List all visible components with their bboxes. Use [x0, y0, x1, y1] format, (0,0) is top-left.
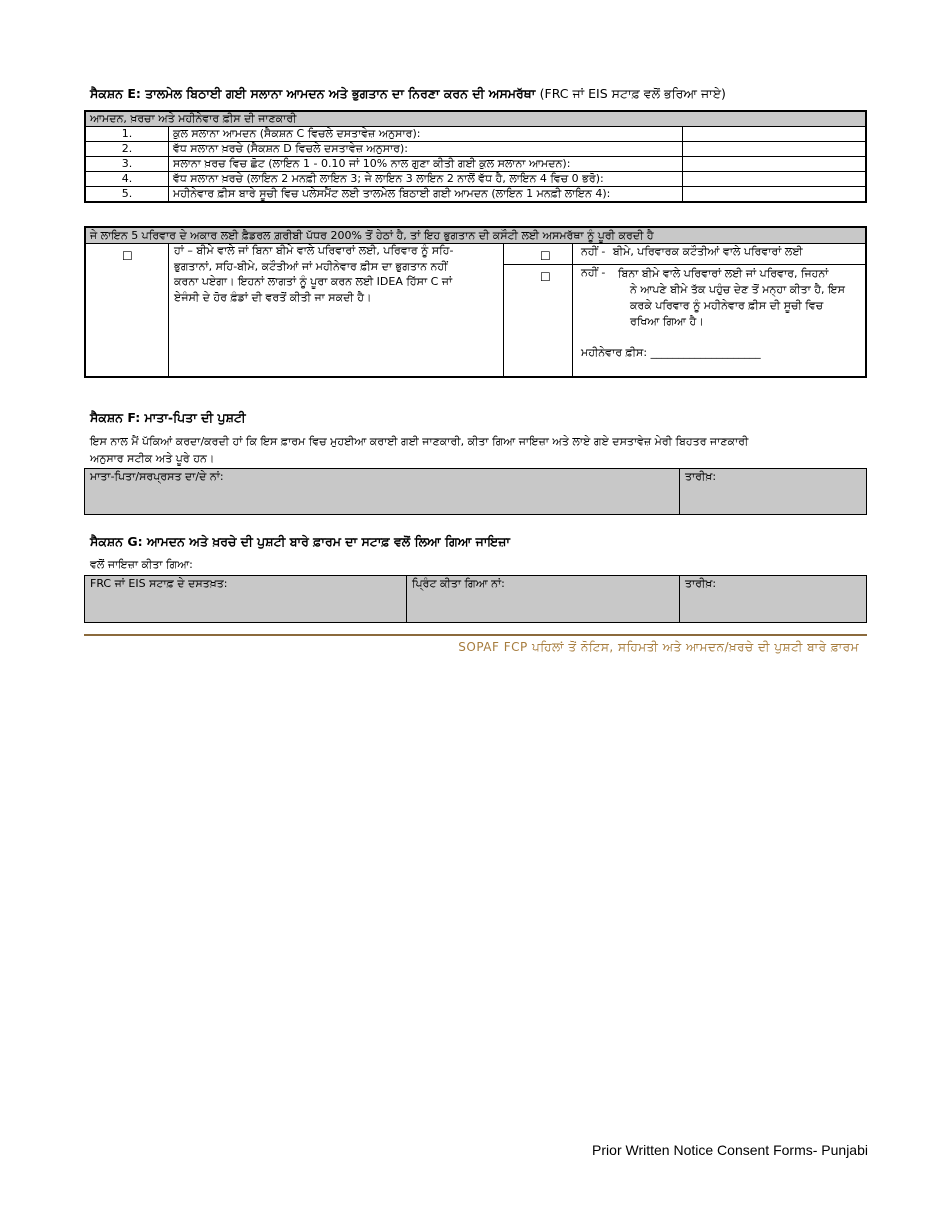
parent-name-label: ਮਾਤਾ-ਪਿਤਾ/ਸਰਪ੍ਰਸਤ ਦਾ/ਦੇ ਨਾਂ: — [90, 470, 224, 483]
income-table-header: ਆਮਦਨ, ਖ਼ਰਚਾ ਅਤੇ ਮਹੀਨੇਵਾਰ ਫ਼ੀਸ ਦੀ ਜਾਣਕਾਰੀ — [85, 111, 866, 127]
no-line: ਬਿਨਾ ਬੀਮੇ ਵਾਲੇ ਪਰਿਵਾਰਾਂ ਲਈ ਜਾਂ ਪਰਿਵਾਰ, ਜਿਹਨਾਂ — [618, 267, 829, 280]
no-line: ਰਖਿਆ ਗਿਆ ਹੈ। — [630, 315, 704, 328]
parent-date-label: ਤਾਰੀਖ਼: — [685, 470, 717, 483]
payment-ability-header — [86, 228, 865, 244]
yes-line: ਏਜੰਸੀ ਦੇ ਹੋਰ ਫ਼ੰਡਾਂ ਦੀ ਵਰਤੋਂ ਕੀਤੀ ਜਾ ਸਕਦੀ ਹੈ। — [174, 290, 372, 304]
section-e-title: ਸੈਕਸ਼ਨ E: ਤਾਲਮੇਲ ਬਿਠਾਈ ਗਈ ਸਲਾਨਾ ਆਮਦਨ ਅਤੇ ਭੁਗਤਾਨ ਦਾ ਨਿਰਣਾ ਕਰਨ ਦੀ ਅਸਮਰੱਥਾ — [90, 86, 536, 101]
staff-signature-label: FRC ਜਾਂ EIS ਸਟਾਫ਼ ਦੇ ਦਸਤਖ਼ਤ: — [90, 577, 228, 590]
monthly-fee-field[interactable]: ਮਹੀਨੇਵਾਰ ਫ਼ੀਸ: ____________________ — [581, 346, 761, 359]
row-value-field[interactable] — [683, 127, 867, 142]
staff-signature-field[interactable] — [85, 576, 407, 622]
row-number: 3. — [85, 157, 169, 172]
table-row — [85, 172, 866, 187]
section-f-title: ਸੈਕਸ਼ਨ F: ਮਾਤਾ-ਪਿਤਾ ਦੀ ਪੁਸ਼ਟੀ — [90, 410, 246, 425]
staff-date-label: ਤਾਰੀਖ਼: — [685, 577, 717, 590]
table-row — [85, 187, 866, 203]
divider — [503, 264, 865, 265]
no-line: ਨੇ ਆਪਣੇ ਬੀਮੇ ਤੱਕ ਪਹੁੰਚ ਦੇਣ ਤੋਂ ਮਨ੍ਹਾ ਕੀਤਾ ਹੈ, ਇਸ — [630, 283, 845, 296]
no-insured-text: ਬੀਮੇ, ਪਰਿਵਾਰਕ ਕਟੌਤੀਆਂ ਵਾਲੇ ਪਰਿਵਾਰਾਂ ਲਈ — [612, 245, 803, 258]
yes-line: ਹਾਂ – ਬੀਮੇ ਵਾਲੇ ਜਾਂ ਬਿਨਾ ਬੀਮੇ ਵਾਲੇ ਪਰਿਵਾਰਾਂ ਲਈ, ਪਰਿਵਾਰ ਨੂੰ ਸਹਿ- — [174, 244, 454, 257]
divider — [572, 243, 573, 376]
divider — [503, 243, 504, 376]
row-value-field[interactable] — [683, 187, 867, 203]
no-uninsured-text — [618, 266, 868, 330]
parent-date-field[interactable] — [680, 469, 866, 514]
yes-option-text — [174, 243, 499, 305]
table-row — [85, 127, 866, 142]
reviewed-by-label: ਵਲੋਂ ਜਾਇਜ਼ਾ ਕੀਤਾ ਗਿਆ: — [90, 558, 193, 571]
row-number: 1. — [85, 127, 169, 142]
divider — [168, 243, 169, 376]
no-uninsured-label: ਨਹੀਂ - — [581, 266, 606, 279]
payment-ability-header-text: ਜੇ ਲਾਇਨ 5 ਪਰਿਵਾਰ ਦੇ ਅਕਾਰ ਲਈ ਫ਼ੈਡਰਲ ਗ਼ਰੀਬੀ ਪੱਧਰ 200% ਤੋਂ ਹੇਠਾਂ ਹੈ, ਤਾਂ ਇਹ ਭੁਗਤਾਨ ਦੀ ਕਸੌਟੀ ਲਈ ਅਸਮਰੱਥਾ ਨੂੰ ਪੂਰੀ ਕਰਦੀ ਹੈ — [90, 229, 654, 242]
row-value-field[interactable] — [683, 142, 867, 157]
row-number: 4. — [85, 172, 169, 187]
section-g-title: ਸੈਕਸ਼ਨ G: ਆਮਦਨ ਅਤੇ ਖ਼ਰਚੇ ਦੀ ਪੁਸ਼ਟੀ ਬਾਰੇ ਫ਼ਾਰਮ ਦਾ ਸਟਾਫ਼ ਵਲੋਂ ਲਿਆ ਗਿਆ ਜਾਇਜ਼ਾ — [90, 534, 510, 549]
row-label: ਸਲਾਨਾ ਖ਼ਰਚ ਵਿਚ ਛੋਟ (ਲਾਇਨ 1 - 0.10 ਜਾਂ 10% ਨਾਲ ਗੁਣਾ ਕੀਤੀ ਗਈ ਕੁਲ ਸਲਾਨਾ ਆਮਦਨ): — [169, 157, 683, 172]
row-label: ਵੱਧ ਸਲਾਨਾ ਖ਼ਰਚੇ (ਲਾਇਨ 2 ਮਨਫ਼ੀ ਲਾਇਨ 3; ਜੇ ਲਾਇਨ 3 ਲਾਇਨ 2 ਨਾਲੋਂ ਵੱਧ ਹੈ, ਲਾਇਨ 4 ਵਿਚ 0 ਭਰੋ): — [169, 172, 683, 187]
section-f-body — [90, 433, 860, 467]
section-e-subtitle: (FRC ਜਾਂ EIS ਸਟਾਫ਼ ਵਲੋਂ ਭਰਿਆ ਜਾਏ) — [539, 86, 726, 101]
no-uninsured-checkbox[interactable]: ☐ — [540, 270, 551, 284]
section-f-line: ਅਨੁਸਾਰ ਸਟੀਕ ਅਤੇ ਪੂਰੇ ਹਨ। — [90, 452, 215, 465]
page-footer: Prior Written Notice Consent Forms- Punjabi — [592, 1142, 868, 1158]
row-label: ਮਹੀਨੇਵਾਰ ਫ਼ੀਸ ਬਾਰੇ ਸੂਚੀ ਵਿਚ ਪਲੇਸਮੈਂਟ ਲਈ ਤਾਲਮੇਲ ਬਿਠਾਈ ਗਈ ਆਮਦਨ (ਲਾਇਨ 1 ਮਨਫ਼ੀ ਲਾਇਨ 4): — [169, 187, 683, 203]
payment-ability-box — [84, 226, 867, 378]
staff-signature-box — [84, 575, 867, 623]
row-label: ਵੱਧ ਸਲਾਨਾ ਖ਼ਰਚੇ (ਸੈਕਸ਼ਨ D ਵਿਚਲੇ ਦਸਤਾਵੇਜ਼ ਅਨੁਸਾਰ): — [169, 142, 683, 157]
row-value-field[interactable] — [683, 157, 867, 172]
yes-line: ਕਰਨਾ ਪਏਗਾ। ਇਹਨਾਂ ਲਾਗਤਾਂ ਨੂੰ ਪੂਰਾ ਕਰਨ ਲਈ IDEA ਹਿੱਸਾ C ਜਾਂ — [174, 275, 453, 288]
yes-line: ਭੁਗਤਾਨਾਂ, ਸਹਿ-ਬੀਮੇ, ਕਟੌਤੀਆਂ ਜਾਂ ਮਹੀਨੇਵਾਰ ਫ਼ੀਸ ਦਾ ਭੁਗਤਾਨ ਨਹੀਂ — [174, 259, 448, 273]
no-label: ਨਹੀਂ - — [581, 245, 606, 258]
parent-signature-box — [84, 468, 867, 515]
parent-name-field[interactable] — [85, 469, 680, 514]
row-number: 5. — [85, 187, 169, 203]
yes-checkbox[interactable]: ☐ — [122, 249, 133, 263]
row-number: 2. — [85, 142, 169, 157]
no-insured-option — [581, 245, 803, 259]
row-label: ਕੁਲ ਸਲਾਨਾ ਆਮਦਨ (ਸੈਕਸ਼ਨ C ਵਿਚਲੇ ਦਸਤਾਵੇਜ਼ ਅਨੁਸਾਰ): — [169, 127, 683, 142]
staff-printed-name-field[interactable] — [407, 576, 680, 622]
staff-date-field[interactable] — [680, 576, 866, 622]
no-line: ਕਰਕੇ ਪਰਿਵਾਰ ਨੂੰ ਮਹੀਨੇਵਾਰ ਫ਼ੀਸ ਦੀ ਸੂਚੀ ਵਿਚ — [630, 299, 824, 312]
no-insured-checkbox[interactable]: ☐ — [540, 249, 551, 263]
section-f-line: ਇਸ ਨਾਲ ਮੈਂ ਪੱਕਿਆਂ ਕਰਦਾ/ਕਰਦੀ ਹਾਂ ਕਿ ਇਸ ਫ਼ਾਰਮ ਵਿਚ ਮੁਹਈਆ ਕਰਾਈ ਗਈ ਜਾਣਕਾਰੀ, ਕੀਤਾ ਗਿਆ ਜਾਇਜ਼ਾ ਅਤੇ ਲਾਏ ਗਏ ਦਸਤਾਵੇਜ਼ ਮੇਰੀ ਬਿਹਤਰ ਜਾਣਕਾਰੀ — [90, 435, 749, 448]
income-expense-table — [84, 110, 867, 203]
table-row — [85, 142, 866, 157]
row-value-field[interactable] — [683, 172, 867, 187]
form-footer-title: SOPAF FCP ਪਹਿਲਾਂ ਤੋਂ ਨੋਟਿਸ, ਸਹਿਮਤੀ ਅਤੇ ਆਮਦਨ/ਖ਼ਰਚੇ ਦੀ ਪੁਸ਼ਟੀ ਬਾਰੇ ਫ਼ਾਰਮ — [458, 640, 859, 654]
section-e-heading — [90, 86, 726, 102]
staff-printed-name-label: ਪ੍ਰਿੰਟ ਕੀਤਾ ਗਿਆ ਨਾਂ: — [412, 577, 505, 590]
table-row — [85, 157, 866, 172]
footer-rule — [84, 634, 867, 636]
